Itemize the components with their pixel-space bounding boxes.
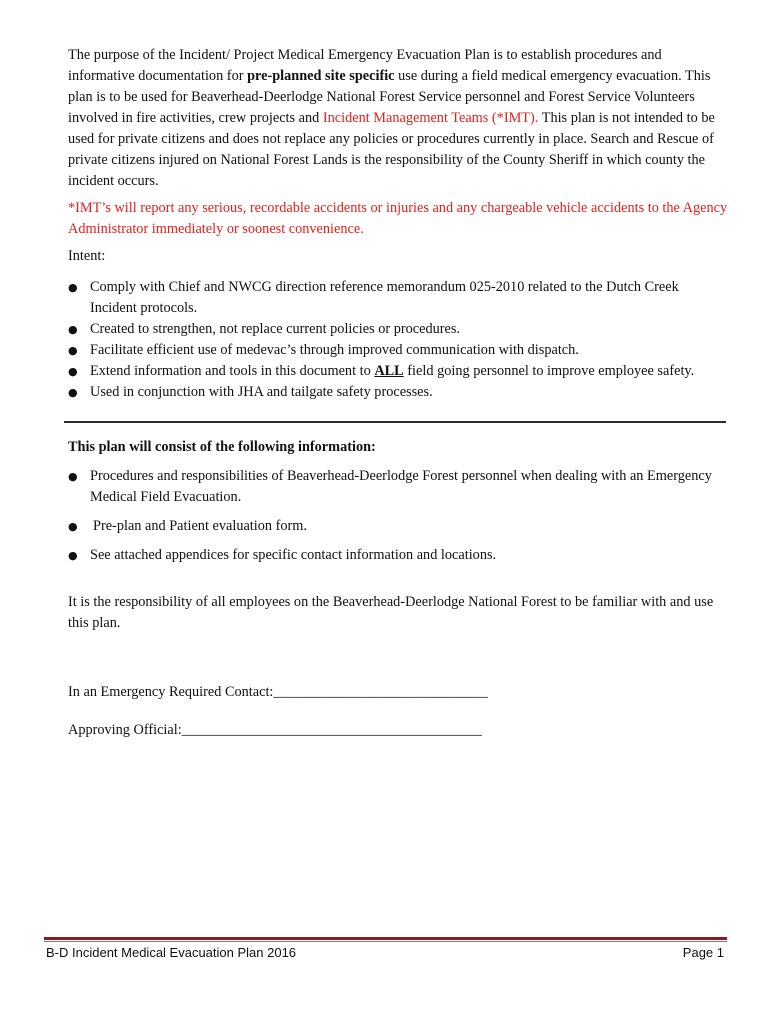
purpose-text-2: use during a field medical emergency evacuation. This plan is to be used for Beaverhead-Deerlodge National Forest Service personnel and Forest Service Volunteers involved in fire activities, crew projects and: [68, 68, 711, 126]
intent-list: [68, 277, 728, 403]
bullet-icon: ●: [68, 344, 78, 357]
section-divider: [64, 421, 726, 423]
page-number: Page 1: [682, 945, 724, 960]
purpose-paragraph: [68, 45, 728, 192]
page-content: [68, 45, 728, 741]
list-item: [68, 340, 728, 361]
list-item: [68, 516, 728, 537]
approving-official-line: Approving Official:__________________________________________: [68, 722, 482, 738]
emergency-contact-line: In an Emergency Required Contact:______________________________: [68, 684, 488, 700]
list-item-text: Facilitate efficient use of medevac’s through improved communication with dispatch.: [90, 342, 579, 358]
list-item: [68, 466, 728, 508]
bullet-icon: ●: [68, 470, 78, 483]
purpose-bold-text: pre-planned site specific: [247, 68, 395, 84]
list-item: [68, 361, 728, 382]
list-item: [68, 319, 728, 340]
list-item: [68, 545, 728, 566]
purpose-text-3: This plan is not intended to be used for private citizens and does not replace any policies or procedures currently in place. Search and Rescue of private citizens injured on National Forest Lands is the responsibility of the County Sheriff in which county the incident occurs.: [68, 110, 715, 189]
list-item-text: Used in conjunction with JHA and tailgate safety processes.: [90, 384, 433, 400]
footer-rule-thin: [44, 941, 727, 942]
all-emphasis: ALL: [374, 363, 404, 379]
list-item-text: Comply with Chief and NWCG direction reference memorandum 025-2010 related to the Dutch Creek Incident protocols.: [90, 279, 679, 316]
responsibility-paragraph: It is the responsibility of all employees on the Beaverhead-Deerlodge National Forest to be familiar with and use this plan.: [68, 594, 714, 631]
footer-title: B-D Incident Medical Evacuation Plan 2016: [46, 945, 297, 960]
purpose-text-1: The purpose of the Incident/ Project Medical Emergency Evacuation Plan is to establish procedures and informative documentation for: [68, 47, 662, 84]
list-item-text: Extend information and tools in this document to: [90, 363, 375, 379]
intent-label: Intent:: [68, 248, 106, 264]
list-item: [68, 277, 728, 319]
list-item-text: Pre-plan and Patient evaluation form.: [93, 518, 307, 534]
bullet-icon: ●: [68, 520, 78, 533]
footer-rule: [44, 937, 727, 940]
bullet-icon: ●: [68, 386, 78, 399]
imt-highlight: Incident Management Teams (*IMT).: [322, 110, 539, 126]
list-item-text: Created to strengthen, not replace current policies or procedures.: [90, 321, 460, 337]
bullet-icon: ●: [68, 365, 78, 378]
bullet-icon: ●: [68, 323, 78, 336]
imt-note: *IMT’s will report any serious, recordable accidents or injuries and any chargeable vehicle accidents to the Agency Administrator immediately or soonest convenience.: [68, 200, 728, 237]
bullet-icon: ●: [68, 549, 78, 562]
bullet-icon: ●: [68, 281, 78, 294]
list-item: [68, 382, 728, 403]
list-item-text: Procedures and responsibilities of Beaverhead-Deerlodge Forest personnel when dealing with an Emergency Medical Field Evacuation.: [90, 468, 712, 505]
plan-list: [68, 466, 728, 566]
list-item-text: field going personnel to improve employee safety.: [403, 363, 695, 379]
list-item-text: See attached appendices for specific contact information and locations.: [90, 547, 497, 563]
plan-heading: This plan will consist of the following information:: [68, 439, 376, 455]
